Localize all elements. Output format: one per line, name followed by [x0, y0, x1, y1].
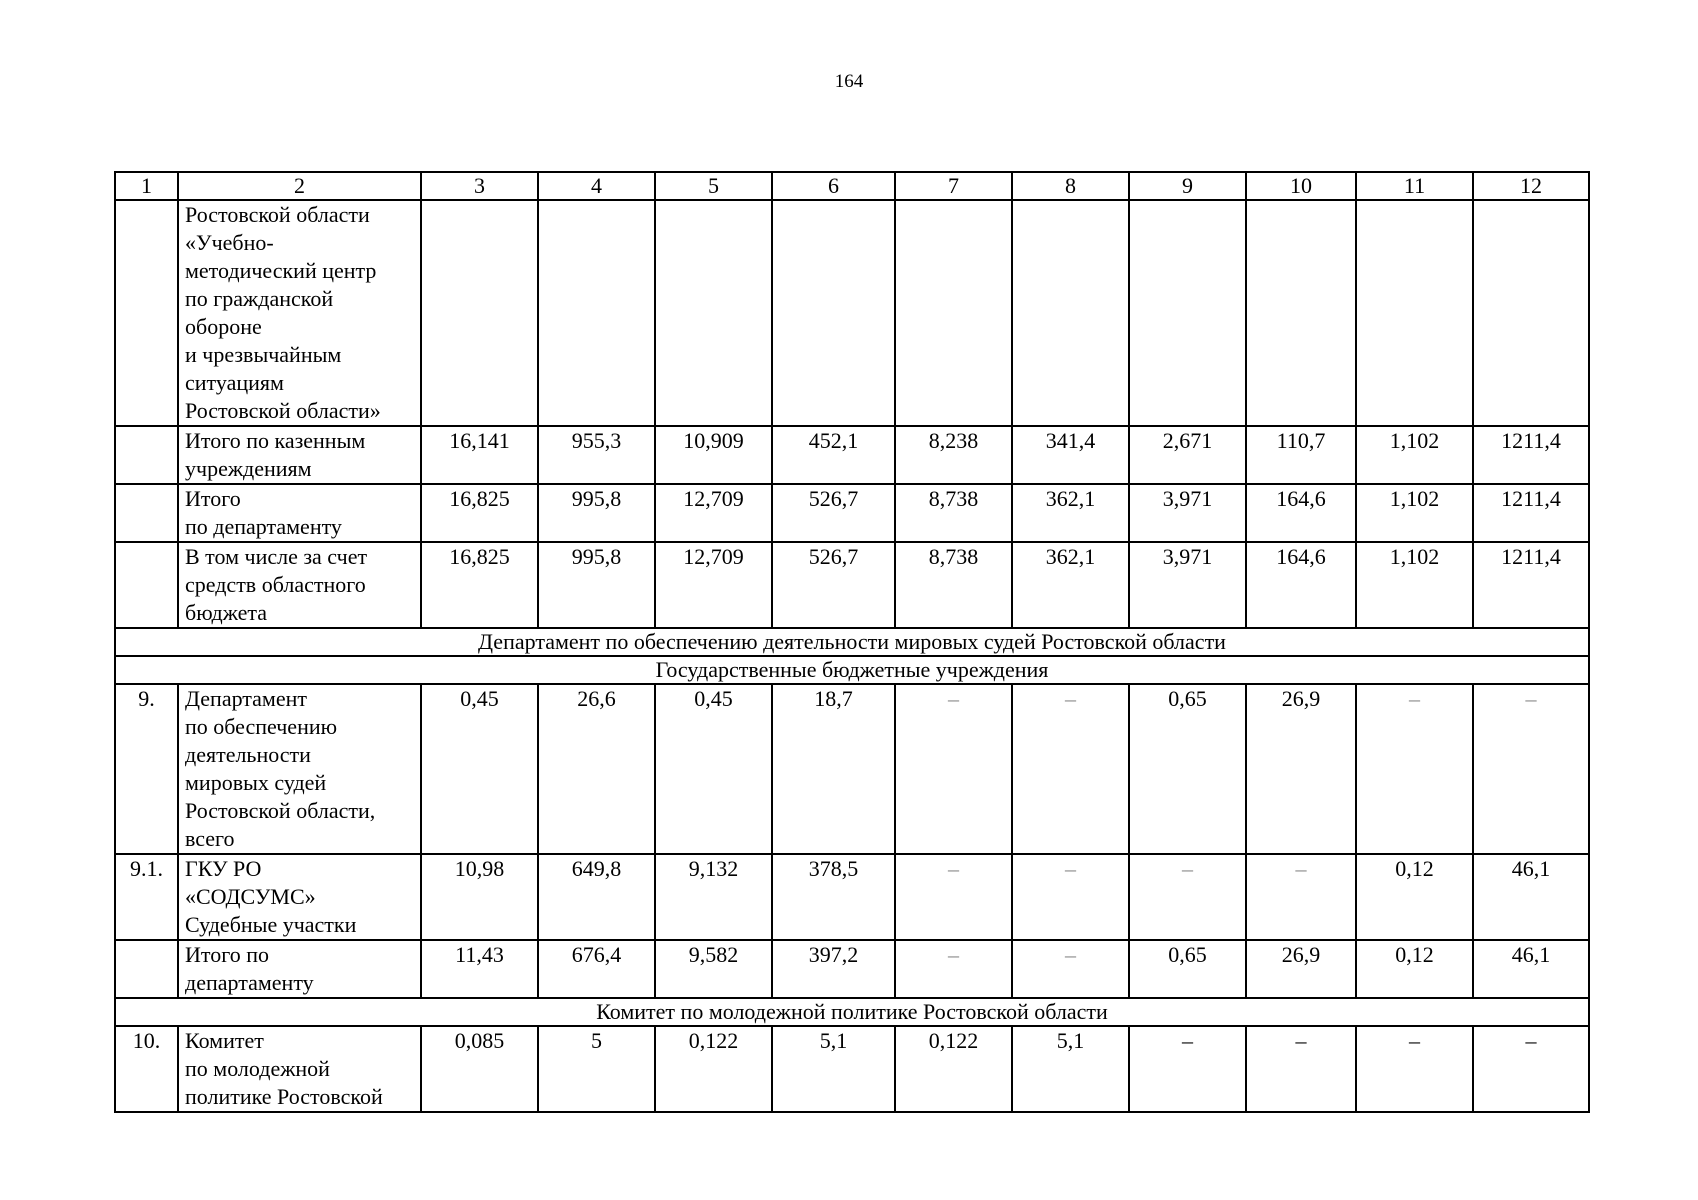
column-header: 7	[895, 172, 1012, 200]
cell	[655, 200, 772, 426]
cell: 452,1	[772, 426, 895, 484]
cell	[772, 200, 895, 426]
cell: –	[1473, 1026, 1589, 1112]
row-name: ГКУ РО «СОДСУМС» Судебные участки	[178, 854, 421, 940]
section-row	[115, 628, 1589, 656]
cell: 12,709	[655, 542, 772, 628]
table-row	[115, 940, 1589, 998]
cell: 26,9	[1246, 940, 1356, 998]
cell: 0,12	[1356, 854, 1473, 940]
table-row	[115, 854, 1589, 940]
section-row	[115, 998, 1589, 1026]
cell	[421, 200, 538, 426]
row-number: 9.	[115, 684, 178, 854]
cell: 8,738	[895, 542, 1012, 628]
cell: 0,65	[1129, 684, 1246, 854]
cell: 0,122	[895, 1026, 1012, 1112]
cell: 16,141	[421, 426, 538, 484]
cell: 5	[538, 1026, 655, 1112]
column-header: 8	[1012, 172, 1129, 200]
table-row	[115, 484, 1589, 542]
column-header: 1	[115, 172, 178, 200]
table-row	[115, 200, 1589, 426]
cell: 1211,4	[1473, 426, 1589, 484]
cell: 26,6	[538, 684, 655, 854]
row-name: Департамент по обеспечению деятельности мировых судей Ростовской области, всего	[178, 684, 421, 854]
cell: 955,3	[538, 426, 655, 484]
cell: –	[1246, 1026, 1356, 1112]
cell: 10,909	[655, 426, 772, 484]
cell: 0,45	[655, 684, 772, 854]
column-header: 10	[1246, 172, 1356, 200]
row-number	[115, 484, 178, 542]
cell: 341,4	[1012, 426, 1129, 484]
cell: 995,8	[538, 542, 655, 628]
row-number	[115, 940, 178, 998]
cell: 2,671	[1129, 426, 1246, 484]
cell: 0,12	[1356, 940, 1473, 998]
cell: 526,7	[772, 484, 895, 542]
cell: 1,102	[1356, 484, 1473, 542]
row-number	[115, 426, 178, 484]
cell	[1012, 200, 1129, 426]
cell: 110,7	[1246, 426, 1356, 484]
cell	[1473, 200, 1589, 426]
cell: –	[895, 854, 1012, 940]
cell: –	[1246, 854, 1356, 940]
cell: 10,98	[421, 854, 538, 940]
table-row	[115, 684, 1589, 854]
cell: –	[895, 684, 1012, 854]
cell: 0,45	[421, 684, 538, 854]
section-row	[115, 656, 1589, 684]
header-row	[115, 172, 1589, 200]
cell: 1,102	[1356, 542, 1473, 628]
data-table	[114, 171, 1590, 1113]
cell: 649,8	[538, 854, 655, 940]
cell: 362,1	[1012, 542, 1129, 628]
column-header: 3	[421, 172, 538, 200]
cell: 8,738	[895, 484, 1012, 542]
cell: 16,825	[421, 484, 538, 542]
cell: –	[1356, 1026, 1473, 1112]
cell: –	[1356, 684, 1473, 854]
column-header: 5	[655, 172, 772, 200]
row-number: 9.1.	[115, 854, 178, 940]
cell: 46,1	[1473, 940, 1589, 998]
cell: –	[1473, 684, 1589, 854]
cell: 0,085	[421, 1026, 538, 1112]
cell	[1129, 200, 1246, 426]
cell: –	[1012, 684, 1129, 854]
cell: 378,5	[772, 854, 895, 940]
cell: 397,2	[772, 940, 895, 998]
cell: 9,132	[655, 854, 772, 940]
section-title: Департамент по обеспечению деятельности мировых судей Ростовской области	[115, 628, 1589, 656]
cell: –	[1012, 940, 1129, 998]
table-row	[115, 1026, 1589, 1112]
cell: 9,582	[655, 940, 772, 998]
cell: 8,238	[895, 426, 1012, 484]
cell: 676,4	[538, 940, 655, 998]
cell: 1211,4	[1473, 484, 1589, 542]
cell: 362,1	[1012, 484, 1129, 542]
cell: 18,7	[772, 684, 895, 854]
cell: 0,65	[1129, 940, 1246, 998]
cell	[538, 200, 655, 426]
table-row	[115, 426, 1589, 484]
row-number	[115, 200, 178, 426]
cell: –	[1129, 1026, 1246, 1112]
cell: 0,122	[655, 1026, 772, 1112]
cell: 164,6	[1246, 542, 1356, 628]
cell: 3,971	[1129, 542, 1246, 628]
row-number: 10.	[115, 1026, 178, 1112]
row-name: Итого по департаменту	[178, 484, 421, 542]
cell: 11,43	[421, 940, 538, 998]
cell: 3,971	[1129, 484, 1246, 542]
cell: 26,9	[1246, 684, 1356, 854]
cell: –	[895, 940, 1012, 998]
column-header: 2	[178, 172, 421, 200]
row-name: Итого по казенным учреждениям	[178, 426, 421, 484]
column-header: 6	[772, 172, 895, 200]
row-name: Итого по департаменту	[178, 940, 421, 998]
cell: 1,102	[1356, 426, 1473, 484]
cell	[1356, 200, 1473, 426]
table-row	[115, 542, 1589, 628]
column-header: 12	[1473, 172, 1589, 200]
column-header: 11	[1356, 172, 1473, 200]
section-subtitle: Государственные бюджетные учреждения	[115, 656, 1589, 684]
row-name: Ростовской области «Учебно- методический центр по гражданской обороне и чрезвычайным ситуациям Ростовской области»	[178, 200, 421, 426]
cell: –	[1129, 854, 1246, 940]
cell: 1211,4	[1473, 542, 1589, 628]
cell: 995,8	[538, 484, 655, 542]
cell: –	[1012, 854, 1129, 940]
cell: 46,1	[1473, 854, 1589, 940]
row-number	[115, 542, 178, 628]
cell: 526,7	[772, 542, 895, 628]
page-number: 164	[834, 71, 864, 92]
column-header: 9	[1129, 172, 1246, 200]
cell	[895, 200, 1012, 426]
cell: 12,709	[655, 484, 772, 542]
cell: 5,1	[1012, 1026, 1129, 1112]
column-header: 4	[538, 172, 655, 200]
cell: 164,6	[1246, 484, 1356, 542]
cell: 16,825	[421, 542, 538, 628]
row-name: В том числе за счет средств областного бюджета	[178, 542, 421, 628]
section-title: Комитет по молодежной политике Ростовской области	[115, 998, 1589, 1026]
row-name: Комитет по молодежной политике Ростовской	[178, 1026, 421, 1112]
cell	[1246, 200, 1356, 426]
cell: 5,1	[772, 1026, 895, 1112]
